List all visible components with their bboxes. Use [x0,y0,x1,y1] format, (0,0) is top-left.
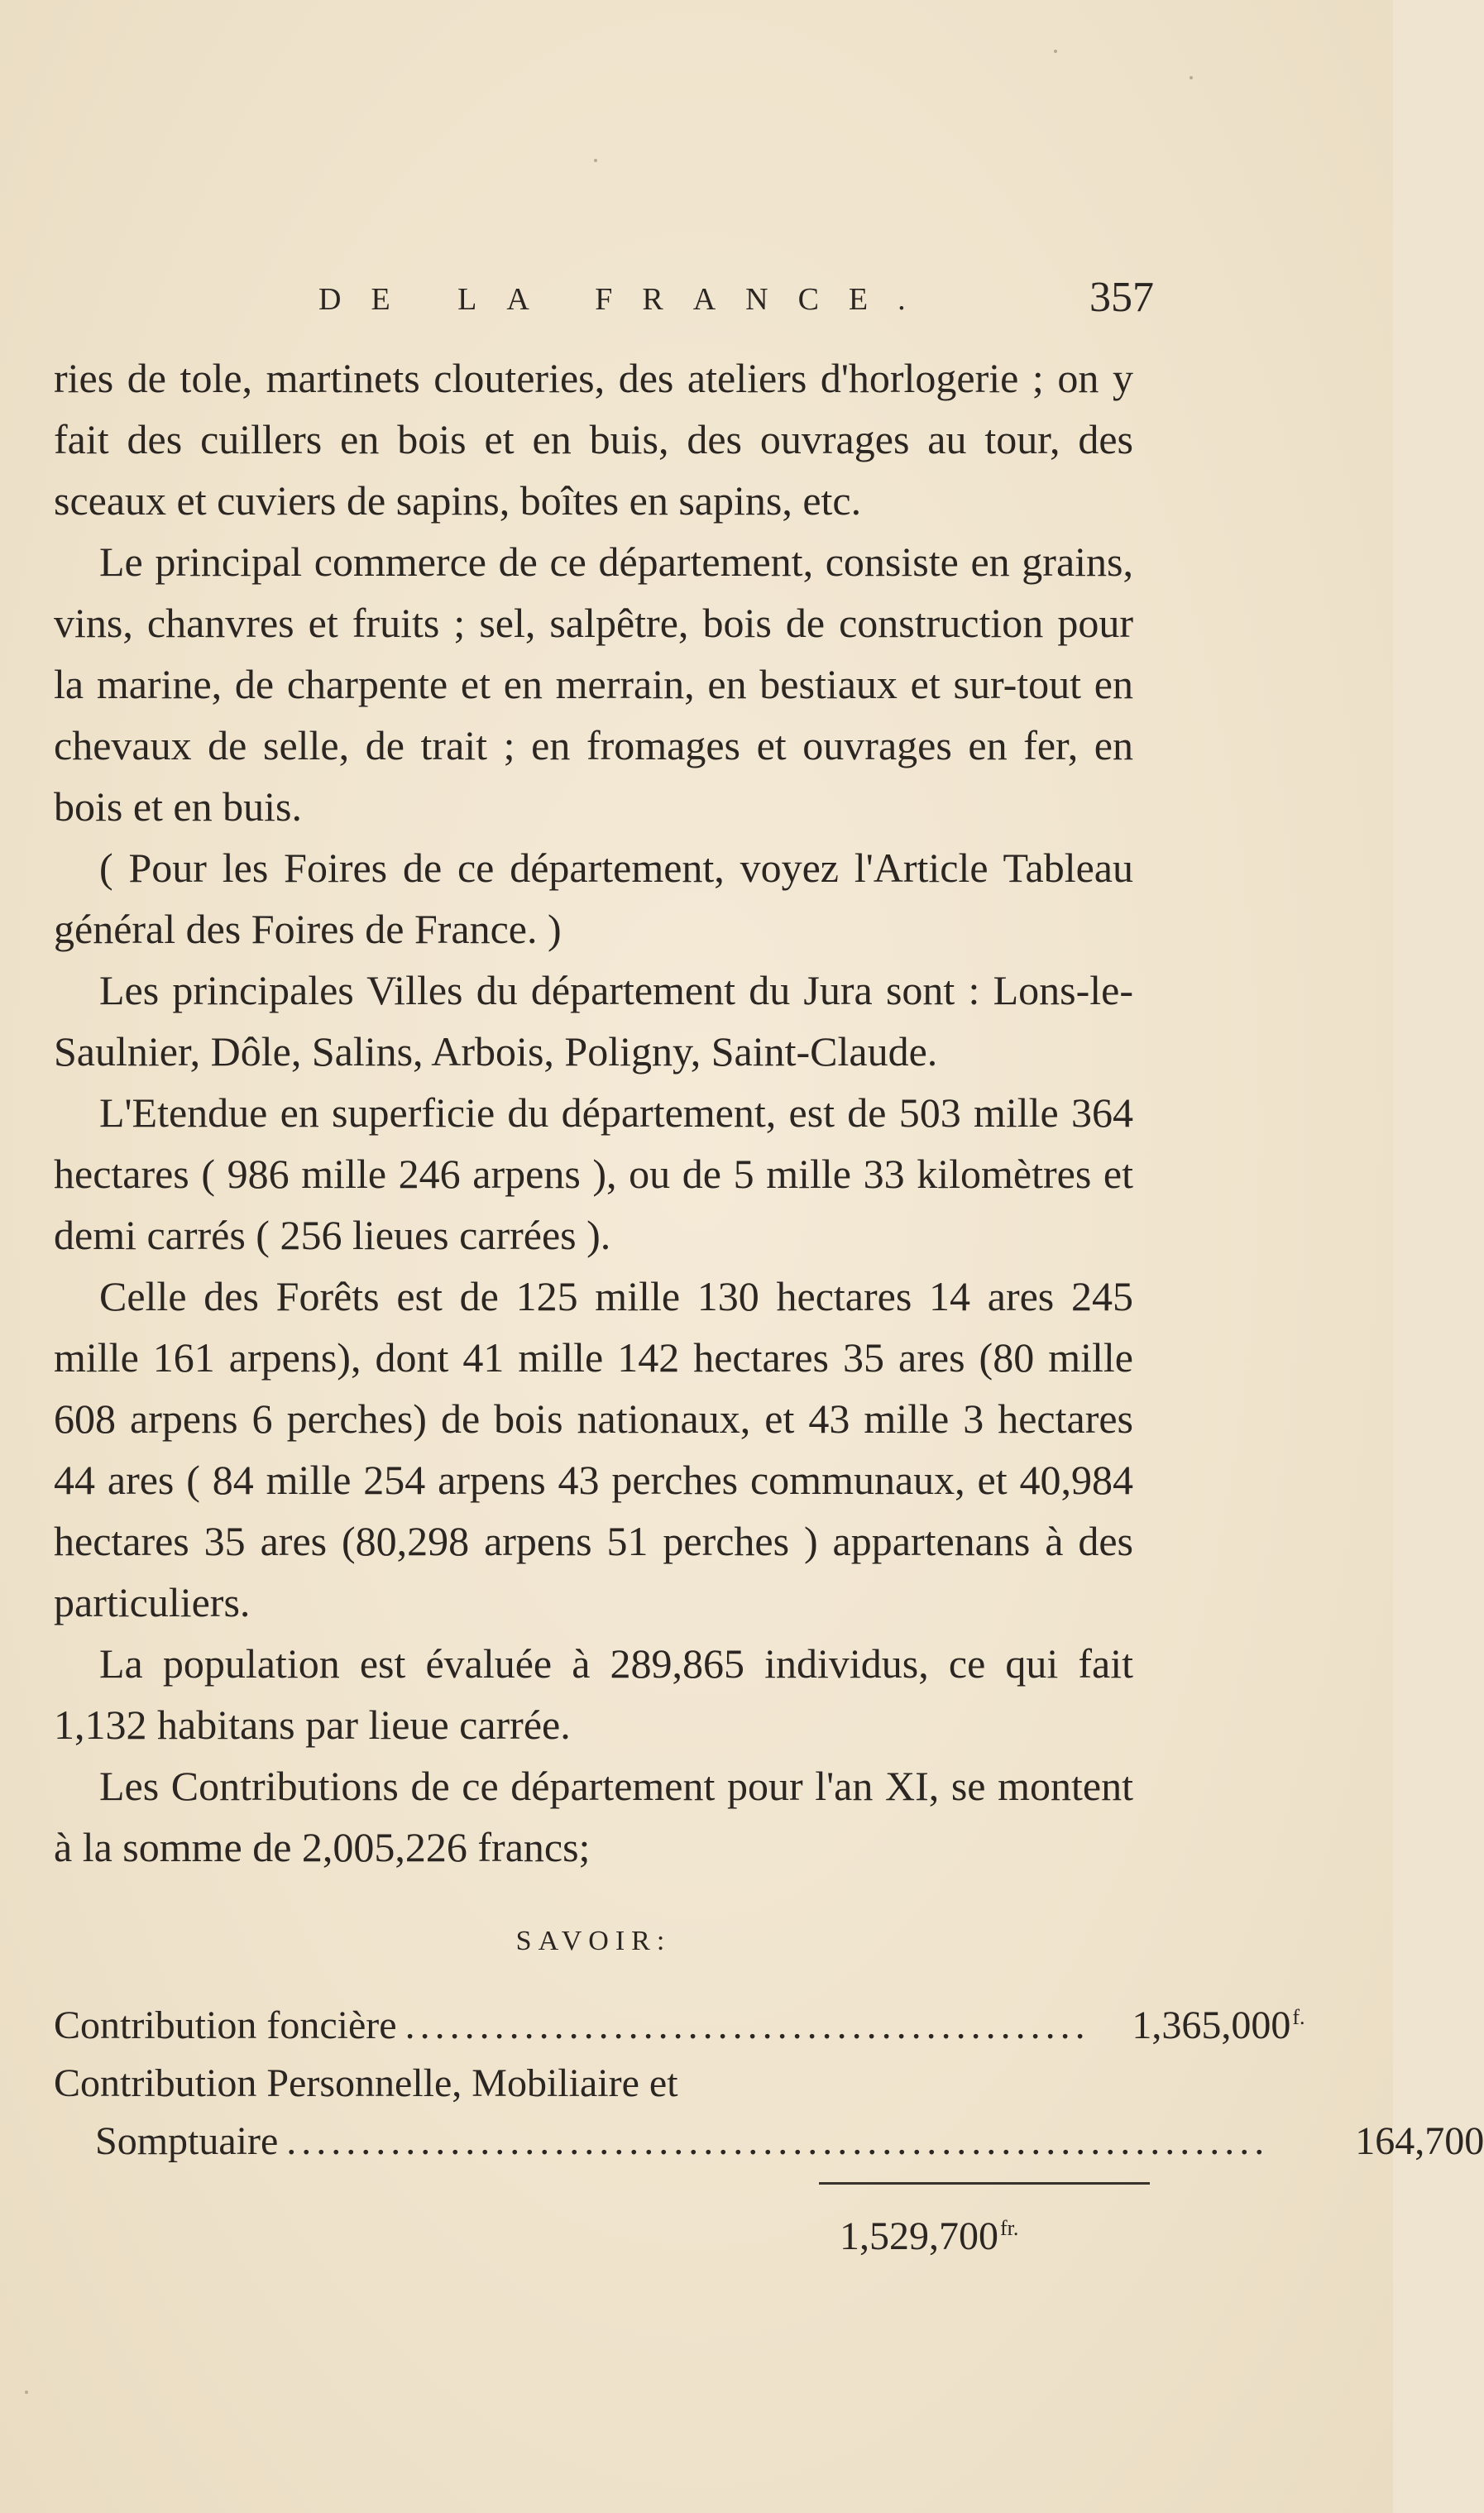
contribution-row [54,2113,1484,2171]
contribution-label: Contribution Personnelle, Mobiliaire et [54,2061,678,2105]
contribution-row [54,1989,1305,2055]
page-number: 357 [1089,274,1154,321]
leader-dots: .................................................................. [286,2119,1270,2163]
paragraph-forets: Celle des Forêts est de 125 mille 130 hectares 14 ares 245 mille 161 arpens), dont 41 mille 142 hectares 35 ares (80 mille 608 arpens 6 perches) de bois nationaux, et 43 mille 3 hectares 44 ares ( 84 mille 254 arpens 43 perches communaux, et 40,984 hectares 35 ares (80,298 arpens 51 perches ) appartenans à des particuliers. [54,1273,1133,1625]
contribution-label: Contribution foncière [54,2003,397,2047]
page-body [54,347,1484,2267]
contribution-total: $1,529,700^{fr.}$ [840,2214,1019,2258]
running-title: DE LA FRANCE. [318,282,936,317]
paragraph-etendue: L'Etendue en superficie du département, est de 503 mille 364 hectares ( 986 mille 246 arpens ), ou de 5 mille 33 kilomètres et demi carrés ( 256 lieues carrées ). [54,1089,1133,1258]
paper-speck [1054,50,1057,53]
contribution-row [54,2055,1133,2113]
savoir-heading: SAVOIR: [515,1926,672,1956]
paper-speck [1190,76,1193,79]
paragraph-population: La population est évaluée à 289,865 individus, ce qui fait 1,132 habitans par lieue carrée. [54,1640,1133,1748]
paragraph-industries: ries de tole, martinets clouteries, des ateliers d'horlogerie ; on y fait des cuillers en bois et en buis, des ouvrages au tour, des sceaux et cuviers de sapins, boîtes en sapins, etc. [54,355,1133,524]
paragraph-foires: ( Pour les Foires de ce département, voyez l'Article Tableau général des Foires de France. ) [54,845,1133,952]
contribution-amount: $1,365,000^{f.}$ [1132,2003,1305,2047]
contribution-amount: 164,700 [1355,2119,1484,2163]
total-rule [819,2182,1150,2185]
paragraph-commerce: Le principal commerce de ce département, consiste en grains, vins, chanvres et fruits ; sel, salpêtre, bois de construction pour la marine, de charpente et en merrain, en bestiaux et sur-tout en chevaux de selle, de trait ; en fromages et ouvrages en fer, en bois et en buis. [54,538,1133,830]
paper-speck [594,159,597,162]
page-header [318,273,1154,347]
paragraph-contributions: Les Contributions de ce département pour l'an XI, se montent à la somme de 2,005,226 francs; [54,1763,1133,1870]
leader-dots: .............................................. [405,2003,1090,2047]
contribution-label: Somptuaire [95,2119,279,2163]
paragraph-villes: Les principales Villes du département du Jura sont : Lons-le-Saulnier, Dôle, Salins, Arbois, Poligny, Saint-Claude. [54,967,1133,1075]
paper-speck [25,2391,28,2394]
